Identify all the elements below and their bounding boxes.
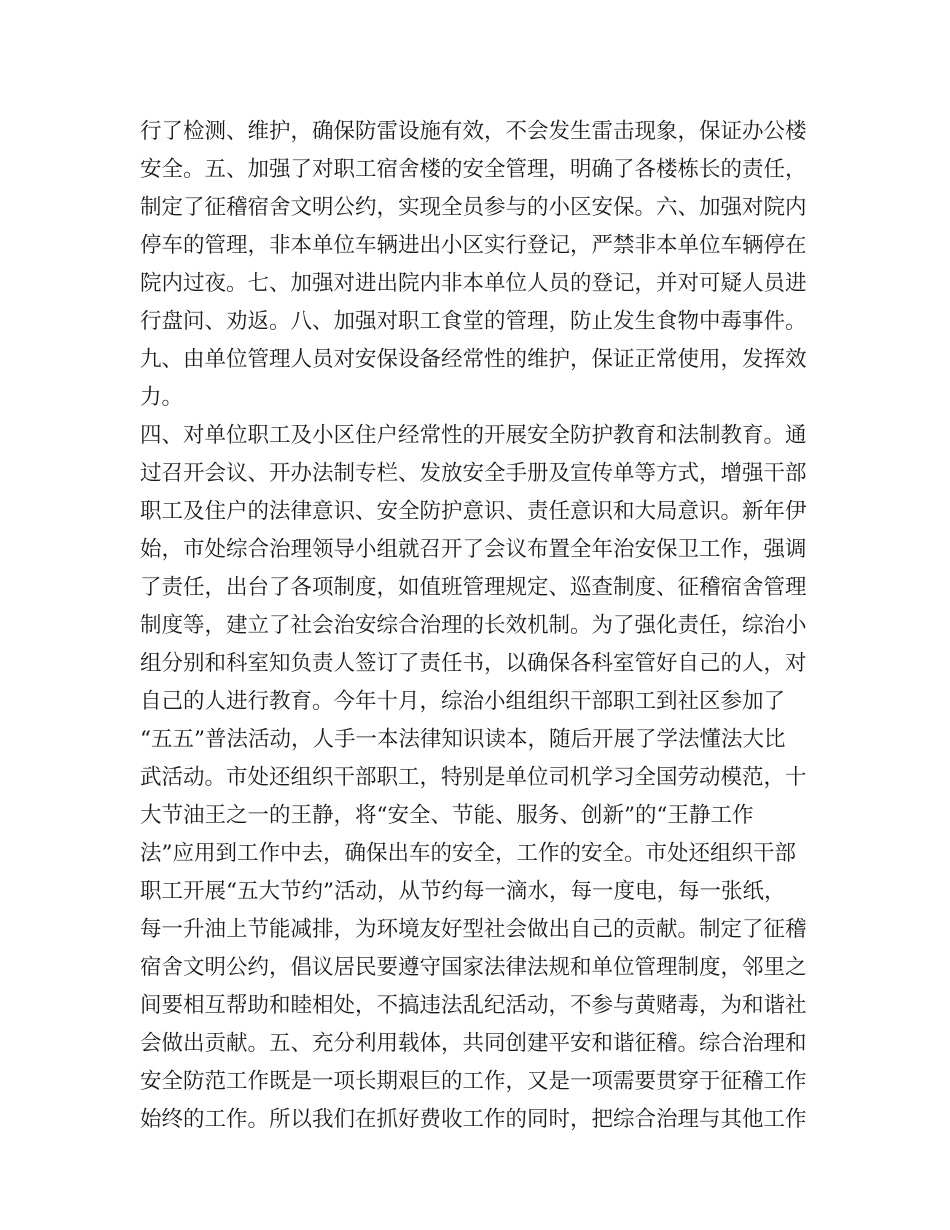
- text-line: 安全防范工作既是一项长期艰巨的工作，又是一项需要贯穿于征稽工作: [140, 1069, 807, 1094]
- text-line: 行盘问、劝返。八、加强对职工食堂的管理，防止发生食物中毒事件。: [140, 309, 807, 334]
- text-line: 间要相互帮助和睦相处，不搞违法乱纪活动，不参与黄赌毒，为和谐社: [140, 993, 807, 1018]
- text-line: 会做出贡献。五、充分利用载体，共同创建平安和谐征稽。综合治理和: [140, 1031, 807, 1056]
- body-text: [140, 113, 820, 1139]
- text-line: 职工及住户的法律意识、安全防护意识、责任意识和大局意识。新年伊: [140, 499, 807, 524]
- text-line: 九、由单位管理人员对安保设备经常性的维护，保证正常使用，发挥效: [140, 347, 807, 372]
- text-line: 宿舍文明公约，倡议居民要遵守国家法律法规和单位管理制度，邻里之: [140, 955, 807, 980]
- text-line: 制度等，建立了社会治安综合治理的长效机制。为了强化责任，综治小: [140, 613, 807, 638]
- text-line: 行了检测、维护，确保防雷设施有效，不会发生雷击现象，保证办公楼: [140, 119, 807, 144]
- text-line: 过召开会议、开办法制专栏、发放安全手册及宣传单等方式，增强干部: [140, 461, 807, 486]
- text-line: 始，市处综合治理领导小组就召开了会议布置全年治安保卫工作，强调: [140, 537, 807, 562]
- text-line: 力。: [140, 385, 184, 410]
- text-line: 武活动。市处还组织干部职工，特别是单位司机学习全国劳动模范，十: [140, 765, 807, 790]
- text-line: 制定了征稽宿舍文明公约，实现全员参与的小区安保。六、加强对院内: [140, 195, 807, 220]
- text-line: 法”应用到工作中去，确保出车的安全，工作的安全。市处还组织干部: [140, 841, 796, 866]
- text-line: 安全。五、加强了对职工宿舍楼的安全管理，明确了各楼栋长的责任，: [140, 157, 807, 182]
- text-line: 院内过夜。七、加强对进出院内非本单位人员的登记，并对可疑人员进: [140, 271, 807, 296]
- text-line: 停车的管理，非本单位车辆进出小区实行登记，严禁非本单位车辆停在: [140, 233, 807, 258]
- text-line: 四、对单位职工及小区住户经常性的开展安全防护教育和法制教育。通: [140, 423, 807, 448]
- text-line: 自己的人进行教育。今年十月，综治小组组织干部职工到社区参加了: [140, 689, 786, 714]
- text-line: 每一升油上节能减排，为环境友好型社会做出自己的贡献。制定了征稽: [140, 917, 807, 942]
- text-line: 大节油王之一的王静，将“安全、节能、服务、创新”的“王静工作: [140, 803, 754, 828]
- text-line: 始终的工作。所以我们在抓好费收工作的同时，把综合治理与其他工作: [140, 1107, 807, 1132]
- text-line: 了责任，出台了各项制度，如值班管理规定、巡查制度、征稽宿舍管理: [140, 575, 807, 600]
- text-line: “五五”普法活动，人手一本法律知识读本，随后开展了学法懂法大比: [140, 727, 786, 752]
- text-line: 组分别和科室知负责人签订了责任书，以确保各科室管好自己的人，对: [140, 651, 807, 676]
- text-line: 职工开展“五大节约”活动，从节约每一滴水，每一度电，每一张纸，: [140, 879, 786, 904]
